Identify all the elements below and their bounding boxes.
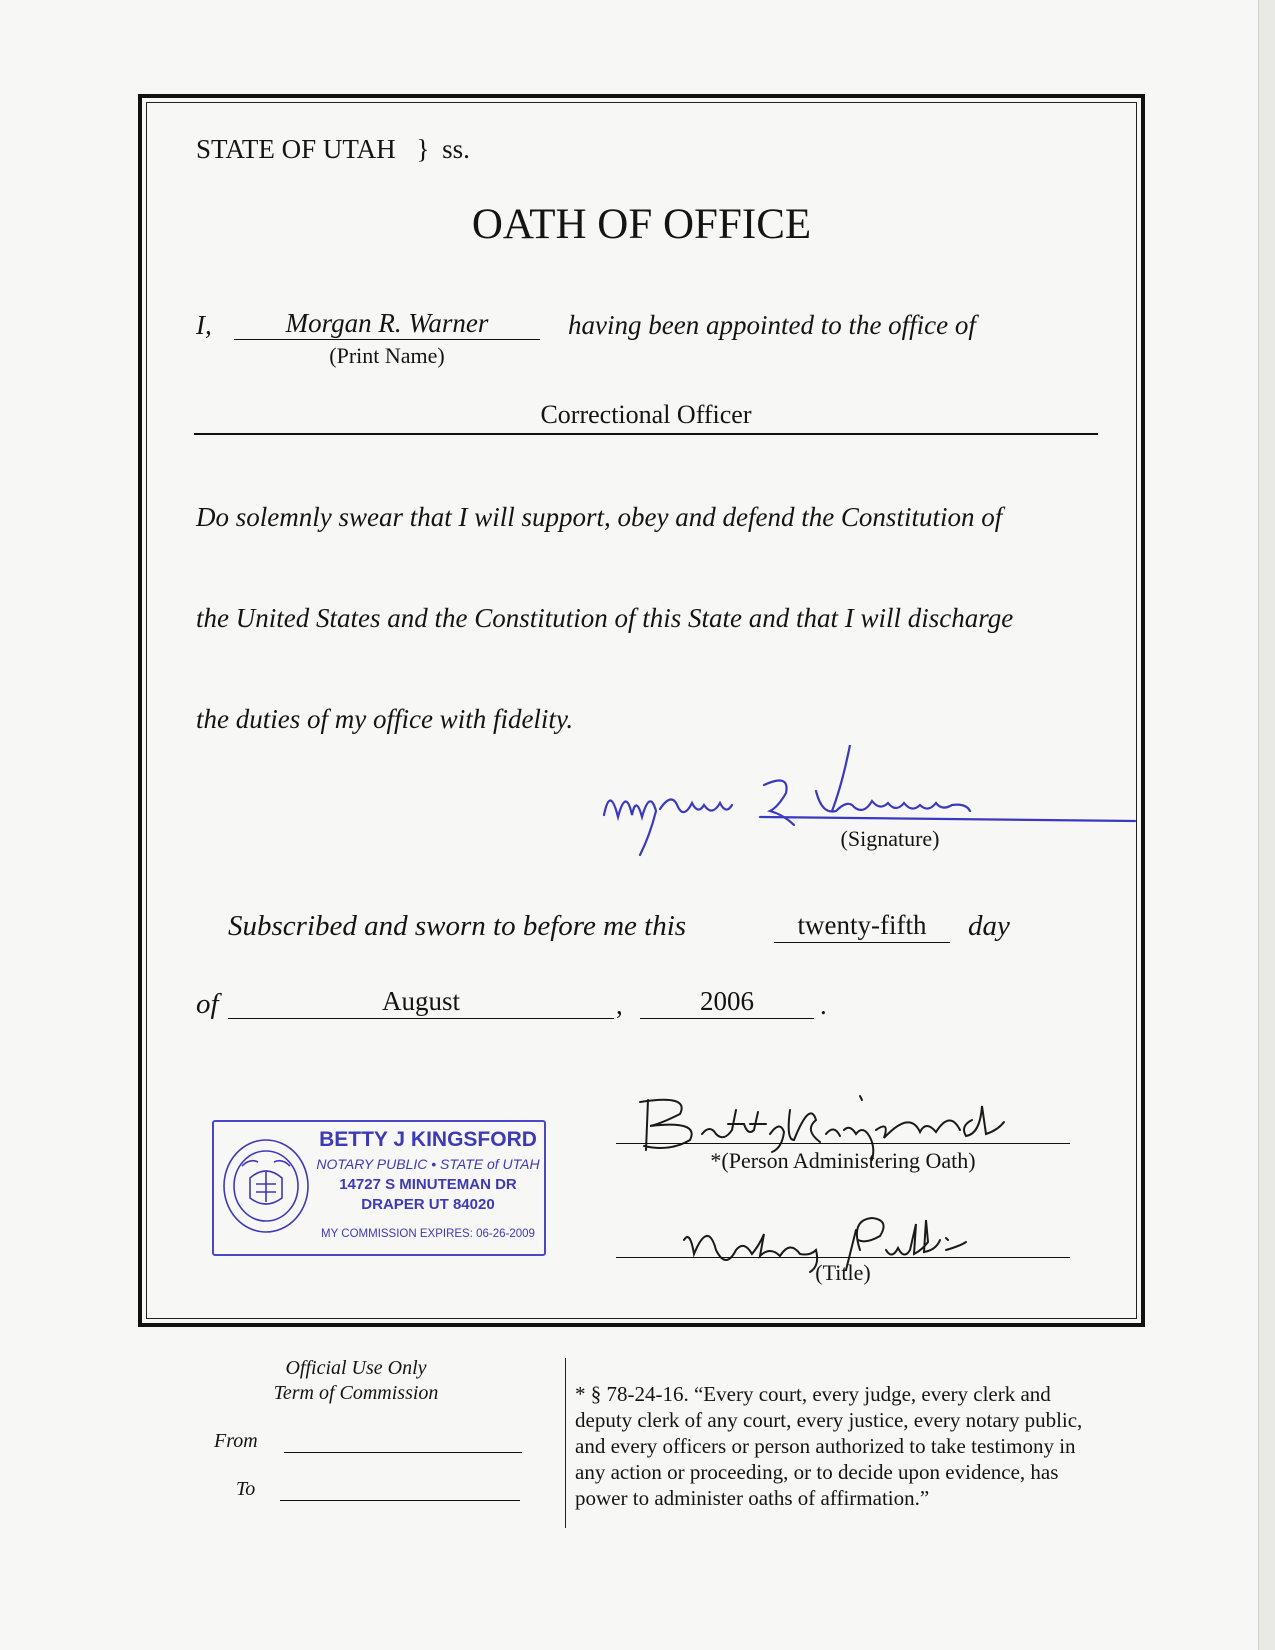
subscribed-text: Subscribed and sworn to before me this — [228, 910, 687, 942]
brace: } — [416, 134, 430, 164]
comma: , — [616, 990, 623, 1020]
of-label: of — [196, 988, 219, 1020]
signature-caption: (Signature) — [840, 826, 940, 851]
oath-line-1: Do solemnly swear that I will support, obey and defend the Constitution of — [196, 502, 1003, 532]
stamp-name: BETTY J KINGSFORD — [319, 1128, 537, 1151]
prefix-i: I, — [196, 310, 212, 340]
notary-stamp — [212, 1120, 546, 1256]
day-word: day — [968, 910, 1010, 942]
statute-line-1: * § 78-24-16. “Every court, every judge, every clerk and — [575, 1382, 1051, 1406]
oath-line-2: the United States and the Constitution of this State and that I will discharge — [196, 603, 1014, 633]
administrator-caption: *(Person Administering Oath) — [710, 1148, 976, 1173]
statute-line-3: and every officers or person authorized to take testimony in — [575, 1434, 1076, 1458]
office-name: Correctional Officer — [540, 400, 752, 429]
stamp-line-3: DRAPER UT 84020 — [361, 1196, 495, 1213]
appointed-text: having been appointed to the office of — [568, 310, 976, 340]
from-label: From — [214, 1430, 258, 1452]
stamp-line-2: 14727 S MINUTEMAN DR — [339, 1176, 517, 1193]
period: . — [820, 990, 827, 1020]
page-edge — [1258, 0, 1275, 1650]
day-line — [774, 942, 950, 943]
official-use-subtitle: Term of Commission — [273, 1382, 439, 1404]
day-value: twenty-fifth — [797, 910, 927, 940]
footer-divider — [565, 1358, 566, 1528]
office-line — [194, 433, 1098, 435]
oath-line-3: the duties of my office with fidelity. — [196, 704, 574, 734]
state-heading — [196, 134, 470, 165]
statute-line-5: power to administer oaths of affirmation.” — [575, 1486, 930, 1510]
to-label: To — [236, 1478, 256, 1500]
appointee-name: Morgan R. Warner — [285, 308, 489, 338]
document-title: OATH OF OFFICE — [471, 201, 812, 248]
state-name: STATE OF UTAH — [196, 134, 396, 164]
appointee-name-line — [234, 339, 540, 340]
stamp-line-1: NOTARY PUBLIC • STATE of UTAH — [316, 1156, 540, 1172]
year-line — [640, 1018, 814, 1019]
ss-abbrev: ss. — [442, 134, 470, 164]
month-line — [228, 1018, 614, 1019]
official-use-title: Official Use Only — [285, 1357, 427, 1379]
statute-line-4: any action or proceeding, or to decide upon evidence, has — [575, 1460, 1059, 1484]
year-value: 2006 — [700, 986, 754, 1016]
statute-line-2: deputy clerk of any court, every justice, every notary public, — [575, 1408, 1083, 1432]
state-seal-icon — [220, 1136, 316, 1240]
print-name-caption: (Print Name) — [329, 343, 445, 368]
administrator-line — [616, 1143, 1070, 1144]
stamp-line-4: MY COMMISSION EXPIRES: 06-26-2009 — [321, 1228, 535, 1240]
title-line — [616, 1257, 1070, 1258]
to-field[interactable] — [280, 1500, 520, 1501]
from-field[interactable] — [284, 1452, 522, 1453]
month-value: August — [381, 986, 460, 1016]
title-caption: (Title) — [815, 1260, 871, 1285]
